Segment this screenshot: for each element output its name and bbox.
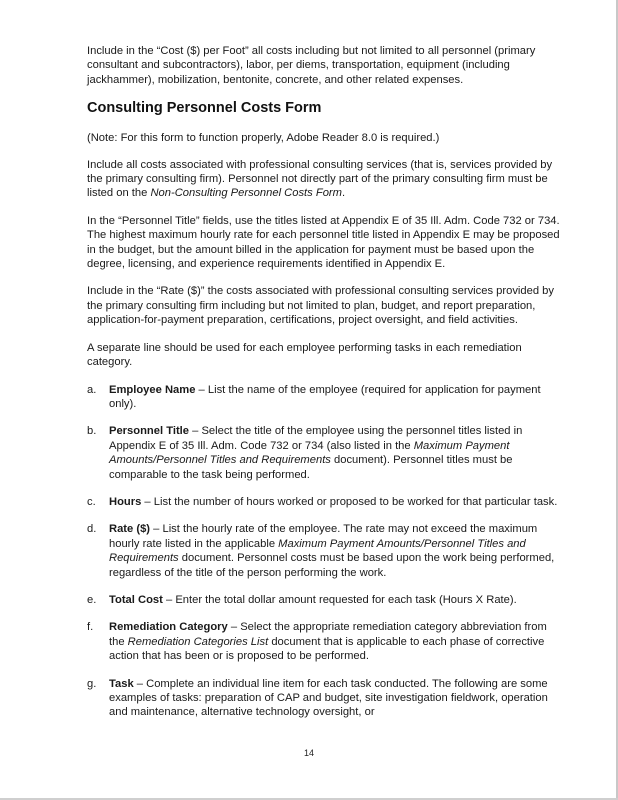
form-reference: Non-Consulting Personnel Costs Form xyxy=(150,187,342,200)
paragraph-text: Include all costs associated with professional consulting services (that is, services provided by the primary consulting firm). Personnel not directly part of the primary consulting firm must be listed on the xyxy=(87,158,553,200)
paragraph-personnel-title: In the “Personnel Title” fields, use the titles listed at Appendix E of 35 Ill. Adm. Code 732 or 734. The highest maximum hourly rate for each personnel title listed in Appendix E may be proposed in the budget, but the amount billed in the application for payment must be based upon the degree, licensing, and experience requirements identified in Appendix E. xyxy=(87,214,560,271)
document-reference: Maximum Payment Amounts/Personnel Titles and Requirements xyxy=(109,439,510,467)
list-letter: b. xyxy=(87,425,97,438)
list-letter: d. xyxy=(87,523,97,536)
document-reference: Maximum Payment Amounts/Personnel Titles and Requirements xyxy=(109,537,526,565)
section-heading: Consulting Personnel Costs Form xyxy=(87,100,322,117)
list-letter: e. xyxy=(87,593,97,606)
list-text: – Select the appropriate remediation category abbreviation from the xyxy=(109,621,547,648)
document-reference: Remediation Categories List xyxy=(127,635,269,648)
list-term: Employee Name xyxy=(109,383,196,396)
list-term: Total Cost xyxy=(109,593,163,606)
list-text: – List the number of hours worked or proposed to be worked for that particular task. xyxy=(141,495,558,508)
list-text: – Select the title of the employee using the personnel titles listed in Appendix E of 35 Ill. Adm. Code 732 or 734 (also listed in the xyxy=(109,425,523,452)
list-term: Task xyxy=(109,677,134,690)
list-term: Rate ($) xyxy=(109,523,151,536)
list-text-continued: document that is applicable to each phase of corrective action that has been or is proposed to be performed. xyxy=(109,635,545,663)
paragraph-separate-line: A separate line should be used for each employee performing tasks in each remediation category. xyxy=(87,341,522,369)
list-item-personnel-title xyxy=(87,424,565,482)
list-letter: g. xyxy=(87,677,97,690)
list-letter: f. xyxy=(87,621,94,634)
list-text: – Enter the total dollar amount requested for each task (Hours X Rate). xyxy=(162,593,517,606)
list-item-remediation-category xyxy=(87,620,565,663)
intro-paragraph: Include in the “Cost ($) per Foot” all costs including but not limited to all personnel (primary consultant and subcontractors), labor, per diems, transportation, equipment (including jackhammer), mobilization, bentonite, concrete, and other related expenses. xyxy=(87,45,536,86)
list-letter: c. xyxy=(87,495,96,508)
list-term: Personnel Title xyxy=(109,425,189,438)
list-item-total-cost xyxy=(87,593,565,607)
list-text-continued: document. Personnel costs must be based upon the work being performed, regardless of the title of the person performing the work. xyxy=(109,552,555,579)
instruction-list xyxy=(87,383,565,720)
list-term: Remediation Category xyxy=(109,621,228,634)
list-text: – List the hourly rate of the employee. The rate may not exceed the maximum hourly rate listed in the applicable xyxy=(109,523,538,550)
list-item-employee-name xyxy=(87,383,565,412)
list-text: – List the name of the employee (required for application for payment only). xyxy=(109,383,541,410)
list-item-rate xyxy=(87,522,565,580)
paragraph-end: . xyxy=(341,187,346,200)
paragraph-rate: Include in the “Rate ($)” the costs associated with professional consulting services provided by the primary consulting firm including but not limited to plan, budget, and report preparation, application-for-payment preparation, certifications, project oversight, and field activities. xyxy=(87,285,555,327)
page-content xyxy=(87,44,565,733)
page-number: 14 xyxy=(303,748,314,758)
paragraph-consulting-costs xyxy=(87,158,565,201)
list-letter: a. xyxy=(87,383,97,396)
list-item-hours xyxy=(87,495,565,509)
note-paragraph: (Note: For this form to function properly, Adobe Reader 8.0 is required.) xyxy=(87,132,440,145)
list-item-task xyxy=(87,677,565,720)
list-term: Hours xyxy=(109,495,142,508)
list-text-continued: document). Personnel titles must be comparable to the task being performed. xyxy=(109,454,513,481)
list-text: – Complete an individual line item for each task conducted. The following are some examples of tasks: preparation of CAP and budget, site investigation fieldwork, operation and maintenance, alternative technology oversight, or xyxy=(109,677,548,719)
